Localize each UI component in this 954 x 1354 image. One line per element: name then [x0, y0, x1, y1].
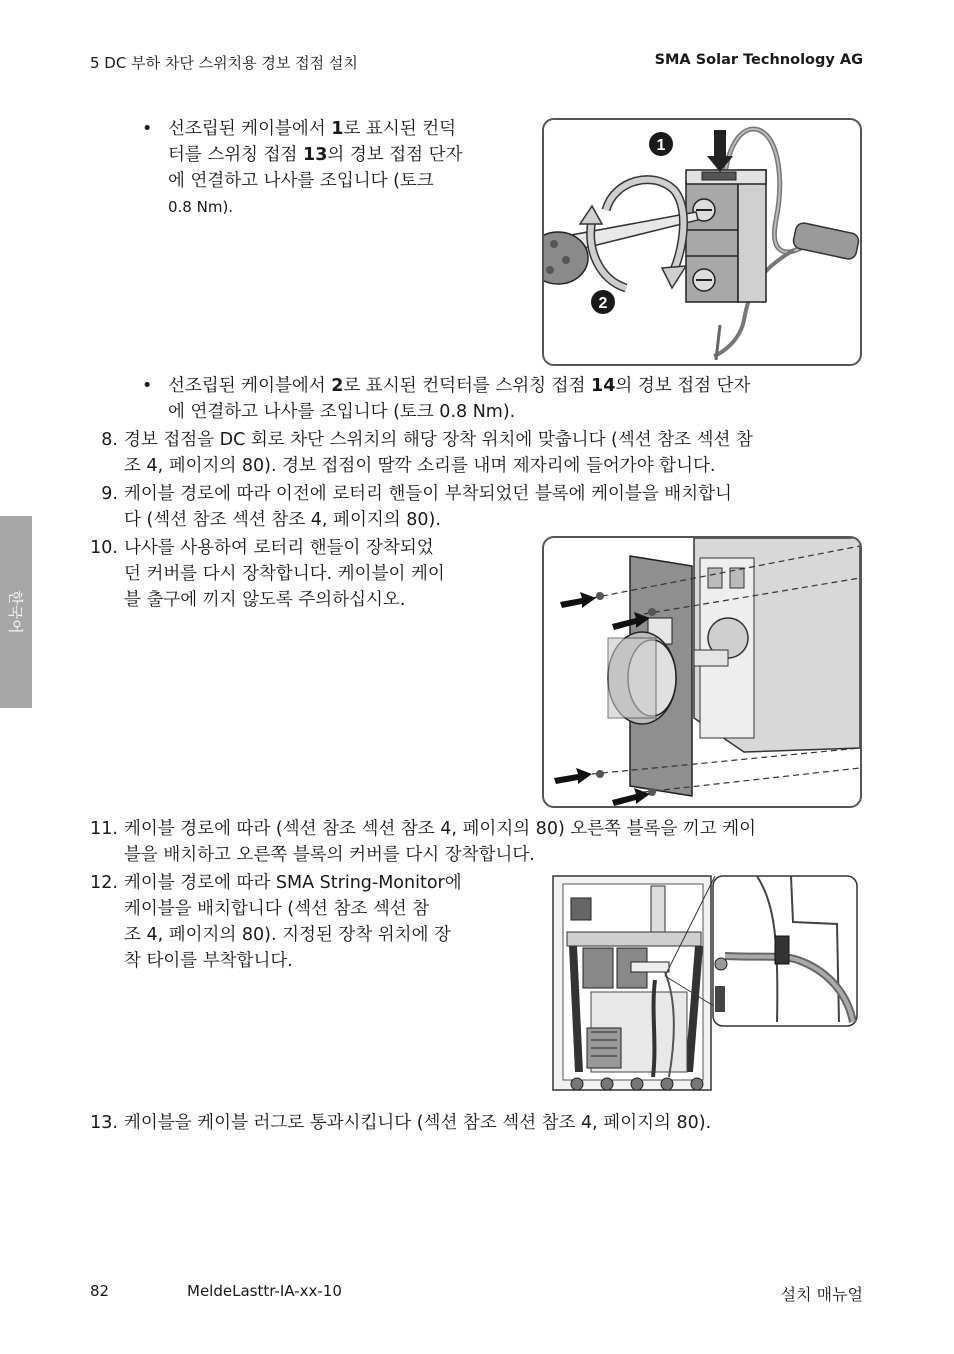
- step-9: [90, 481, 880, 533]
- text: 케이블 경로에 따라 SMA String-Monitor에: [124, 873, 462, 893]
- text: 에 연결하고 나사를 조입니다 (토크: [168, 171, 434, 191]
- figure-terminal-screwing: [542, 118, 862, 366]
- text: 착 타이를 부착합니다.: [124, 951, 293, 971]
- contact-number: 13: [303, 145, 328, 165]
- bullet-step-2: [142, 373, 882, 425]
- step-number: 13.: [90, 1113, 118, 1133]
- step-number: 12.: [90, 873, 118, 893]
- figure-label-2: 2: [598, 295, 608, 312]
- text: 터를 스위칭 접점: [168, 145, 304, 165]
- bullet-step-1: [142, 116, 522, 220]
- step-8: [90, 427, 880, 479]
- text: 케이블을 케이블 러그로 통과시킵니다 (섹션 참조 섹션 참조 4, 페이지의 80).: [124, 1113, 712, 1133]
- footer-manual-title: 설치 매뉴얼: [780, 1285, 863, 1304]
- text: 선조립된 케이블에서: [168, 119, 332, 139]
- text: 나사를 사용하여 로터리 핸들이 장착되었: [124, 538, 434, 558]
- bullet-marker: •: [142, 119, 153, 139]
- step-number: 9.: [101, 484, 118, 504]
- header-section-title: 5 DC 부하 차단 스위치용 경보 접점 설치: [90, 54, 358, 72]
- text: 의 경보 접점 단자: [615, 376, 751, 396]
- text: 선조립된 케이블에서: [168, 376, 332, 396]
- cover-illustration: [544, 538, 860, 806]
- language-tab: [0, 516, 32, 708]
- bullet-marker: •: [142, 376, 153, 396]
- figure-label-1: 1: [656, 137, 666, 154]
- conductor-number: 2: [331, 376, 344, 396]
- step-number: 11.: [90, 819, 118, 839]
- figure-string-monitor: [547, 872, 859, 1096]
- language-tab-label: 한국어: [6, 590, 25, 634]
- contact-number: 14: [591, 376, 616, 396]
- header-company: SMA Solar Technology AG: [654, 52, 863, 68]
- conductor-number: 1: [331, 119, 344, 139]
- text: 의 경보 접점 단자: [327, 145, 463, 165]
- footer-doc-id: MeldeLasttr-IA-xx-10: [187, 1282, 342, 1300]
- text: 에 연결하고 나사를 조입니다 (토크 0.8 Nm).: [168, 402, 516, 422]
- terminal-illustration: [544, 120, 860, 364]
- step-12: [90, 870, 520, 974]
- text: 로 표시된 컨덕터를 스위칭 접점: [343, 376, 592, 396]
- text: 경보 접점을 DC 회로 차단 스위치의 해당 장착 위치에 맞춥니다 (섹션 참조 섹션 참: [124, 430, 753, 450]
- text: 조 4, 페이지의 80). 지정된 장착 위치에 장: [124, 925, 451, 945]
- text: 0.8 Nm).: [168, 198, 234, 216]
- step-number: 8.: [101, 430, 118, 450]
- text: 블을 배치하고 오른쪽 블록의 커버를 다시 장착합니다.: [124, 845, 535, 865]
- figure-cover-remount: [542, 536, 862, 808]
- text: 로 표시된 컨덕: [343, 119, 457, 139]
- footer-page-number: 82: [90, 1282, 110, 1300]
- text: 조 4, 페이지의 80). 경보 접점이 딸깍 소리를 내며 제자리에 들어가야 합니다.: [124, 456, 716, 476]
- text: 케이블을 배치합니다 (섹션 참조 섹션 참: [124, 899, 430, 919]
- step-number: 10.: [90, 538, 118, 558]
- text: 블 출구에 끼지 않도록 주의하십시오.: [124, 590, 406, 610]
- step-10: [90, 535, 530, 613]
- text: 케이블 경로에 따라 이전에 로터리 핸들이 부착되었던 블록에 케이블을 배치합니: [124, 484, 732, 504]
- text: 다 (섹션 참조 섹션 참조 4, 페이지의 80).: [124, 510, 441, 530]
- step-13: [90, 1110, 880, 1136]
- text: 던 커버를 다시 장착합니다. 케이블이 케이: [124, 564, 445, 584]
- step-11: [90, 816, 880, 868]
- monitor-illustration: [547, 872, 859, 1096]
- text: 케이블 경로에 따라 (섹션 참조 섹션 참조 4, 페이지의 80) 오른쪽 블록을 끼고 케이: [124, 819, 757, 839]
